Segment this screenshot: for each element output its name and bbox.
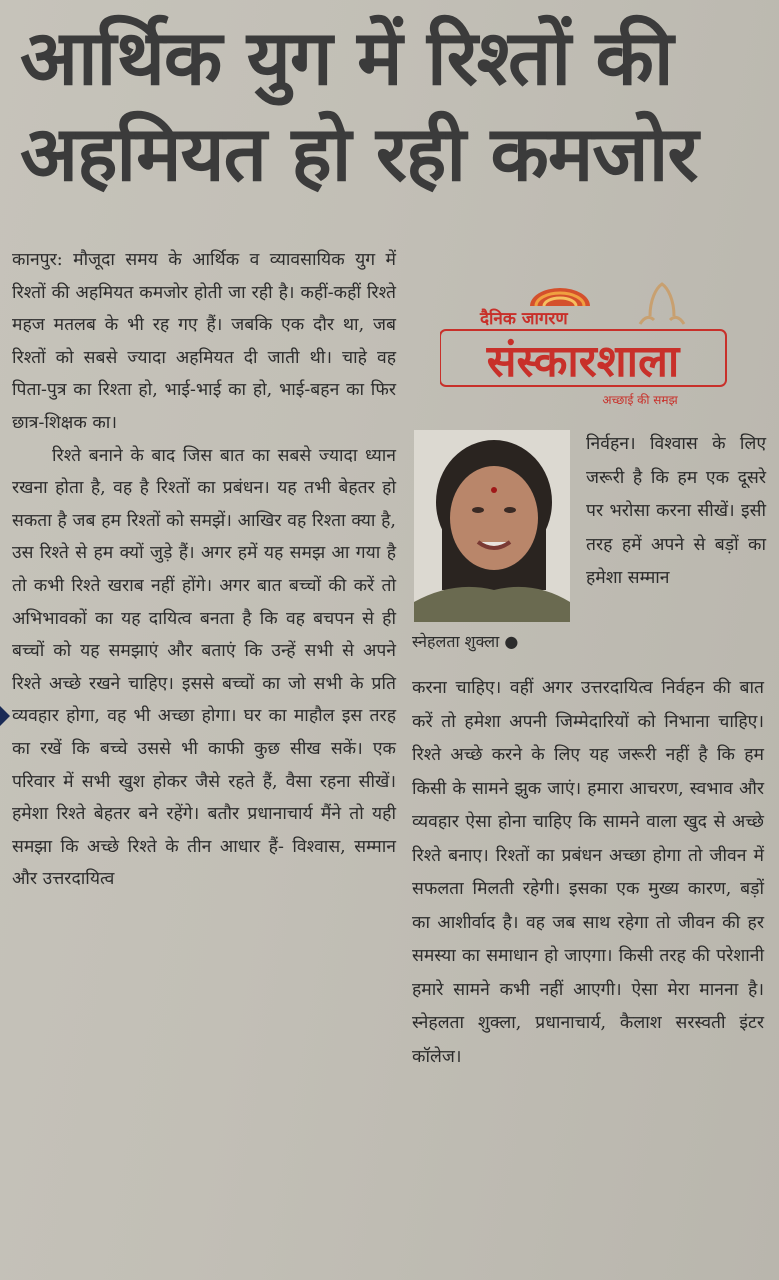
side-column-text: निर्वहन। विश्वास के लिए जरूरी है कि हम एक दूसरे पर भरोसा करना सीखें। इसी तरह हमें अपने से बड़ों का हमेशा सम्मान	[586, 434, 766, 588]
left-column	[12, 244, 396, 896]
paragraph-intro: कानपुर: मौजूदा समय के आर्थिक व व्यावसायिक युग में रिश्तों की अहमियत कमजोर होती जा रही है। कहीं-कहीं रिश्ते महज मतलब के भी रह गए हैं। जबकि एक दौर था, जब रिश्तों को सबसे ज्यादा अहमियत दी जाती थी। चाहे वह पिता-पुत्र का रिश्ता हो, भाई-भाई का हो, भाई-बहन का फिर छात्र-शिक्षक का।	[12, 250, 396, 433]
caption-name: स्नेहलता शुक्ला	[412, 632, 500, 651]
sanskarshala-logo	[440, 280, 730, 410]
woman-portrait-icon	[414, 430, 570, 622]
bullet-icon: ●	[504, 632, 519, 651]
logo-tagline: अच्छाई की समझ	[602, 393, 678, 407]
photo-caption	[412, 630, 582, 652]
author-photo	[414, 430, 570, 622]
right-column-text: करना चाहिए। वहीं अगर उत्तरदायित्व निर्वहन की बात करें तो हमेशा अपनी जिम्मेदारियों को निभाना चाहिए। रिश्ते अच्छे करने के लिए यह जरूरी नहीं है कि हम किसी के सामने झुक जाएं। हमारा आचरण, स्वभाव और व्यवहार ऐसा होना चाहिए कि सामने वाला खुद से अच्छे रिश्ते बनाए। रिश्तों का प्रबंधन अच्छा होगा तो जीवन में सफलता मिलती रहेगी। इसका एक मुख्य कारण, बड़ों का आशीर्वाद है। वह जब साथ रहेगा तो जीवन की हर समस्या का समाधान हो जाएगा। किसी तरह की परेशानी हमारे सामने कभी नहीं आएगी। ऐसा मेरा मानना है। स्नेहलता शुक्ला, प्रधानाचार्य, कैलाश सरस्वती इंटर कॉलेज।	[412, 678, 764, 1067]
paragraph-body: रिश्ते बनाने के बाद जिस बात का सबसे ज्यादा ध्यान रखना होता है, वह है रिश्तों का प्रबंधन। यह तभी बेहतर हो सकता है जब हम रिश्तों को समझें। आखिर वह रिश्ता क्या है, उस रिश्ते से हम क्यों जुड़े हैं। अगर हमें यह समझ आ गया है तो कभी रिश्ते खराब नहीं होंगे। अगर बात बच्चों की करें तो अभिभावकों का यह दायित्व बनता है कि वह बचपन से ही बच्चों को यह समझाएं और बताएं कि उन्हें सभी से अपने रिश्ते अच्छे रखने चाहिए। इससे बच्चों का जो सभी के प्रति व्यवहार होगा, वह भी अच्छा होगा। घर का माहौल इस तरह का रखें कि बच्चे उससे भी काफी कुछ सीख सकें। एक परिवार में सभी खुश होकर जैसे रहते हैं, वैसा रहना सीखें। हमेशा रिश्ते बेहतर बने रहेंगे। बतौर प्रधानाचार्य मैंने तो यही समझा कि अच्छे रिश्ते के तीन आधार हैं- विश्वास, सम्मान और उत्तरदायित्व	[12, 445, 396, 890]
namaste-icon	[640, 284, 684, 324]
margin-arrow-icon	[0, 706, 10, 726]
sun-icon	[530, 288, 590, 306]
headline: आर्थिक युग में रिश्तों की अहमियत हो रही कमजोर	[20, 13, 698, 198]
logo-publisher: दैनिक जागरण	[480, 309, 568, 329]
logo-name: संस्कारशाला	[486, 336, 680, 387]
